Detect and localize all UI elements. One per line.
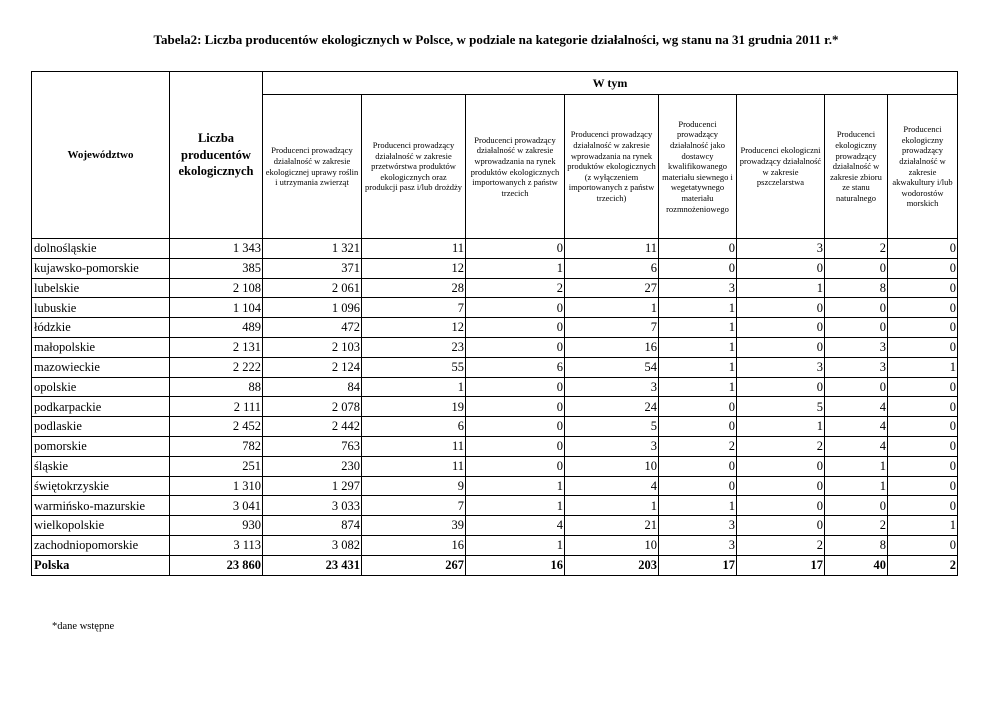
- value-cell: 5: [737, 397, 825, 417]
- value-cell: 11: [362, 239, 466, 259]
- value-cell: 1: [466, 496, 565, 516]
- value-cell: 0: [737, 516, 825, 536]
- value-cell: 2 061: [263, 278, 362, 298]
- value-cell: 472: [263, 318, 362, 338]
- value-cell: 874: [263, 516, 362, 536]
- value-cell: 930: [170, 516, 263, 536]
- table-row: [32, 377, 958, 397]
- value-cell: 0: [888, 397, 958, 417]
- wojewodztwo-cell: pomorskie: [32, 436, 170, 456]
- value-cell: 0: [825, 318, 888, 338]
- value-cell: 0: [888, 417, 958, 437]
- value-cell: 1: [825, 456, 888, 476]
- value-cell: 3: [565, 436, 659, 456]
- value-cell: 2 131: [170, 337, 263, 357]
- value-cell: 0: [466, 318, 565, 338]
- value-cell: 1: [659, 298, 737, 318]
- value-cell: 1: [888, 357, 958, 377]
- wojewodztwo-cell: łódzkie: [32, 318, 170, 338]
- value-cell: 0: [466, 417, 565, 437]
- header-akwakultura: Producenci ekologiczny prowadzący działalność w zakresie akwakultury i/lub wodorostów morskich: [888, 95, 958, 239]
- value-cell: 0: [466, 298, 565, 318]
- value-cell: 0: [466, 377, 565, 397]
- value-cell: 0: [825, 496, 888, 516]
- table-row: [32, 278, 958, 298]
- value-cell: 17: [737, 555, 825, 575]
- value-cell: 2 124: [263, 357, 362, 377]
- footnote: *dane wstępne: [52, 621, 115, 632]
- value-cell: 2 452: [170, 417, 263, 437]
- value-cell: 2 108: [170, 278, 263, 298]
- value-cell: 1: [466, 476, 565, 496]
- table-row: [32, 417, 958, 437]
- value-cell: 0: [659, 397, 737, 417]
- value-cell: 39: [362, 516, 466, 536]
- value-cell: 0: [737, 337, 825, 357]
- value-cell: 0: [737, 377, 825, 397]
- value-cell: 1: [565, 298, 659, 318]
- value-cell: 2: [825, 239, 888, 259]
- table-row: [32, 535, 958, 555]
- value-cell: 782: [170, 436, 263, 456]
- value-cell: 7: [362, 298, 466, 318]
- header-wojewodztwo: Województwo: [32, 72, 170, 239]
- value-cell: 16: [466, 555, 565, 575]
- wojewodztwo-cell: warmińsko-mazurskie: [32, 496, 170, 516]
- value-cell: 1: [659, 496, 737, 516]
- value-cell: 8: [825, 535, 888, 555]
- value-cell: 23 431: [263, 555, 362, 575]
- value-cell: 4: [565, 476, 659, 496]
- header-przetworstwo: Producenci prowadzący działalność w zakresie przetwórstwa produktów ekologicznych oraz produkcji pasz i/lub drożdży: [362, 95, 466, 239]
- value-cell: 3: [825, 357, 888, 377]
- wojewodztwo-cell: mazowieckie: [32, 357, 170, 377]
- value-cell: 7: [565, 318, 659, 338]
- table-row: [32, 476, 958, 496]
- value-cell: 0: [888, 337, 958, 357]
- header-pszczelarstwo: Producenci ekologiczni prowadzący działalność w zakresie pszczelarstwa: [737, 95, 825, 239]
- value-cell: 3: [737, 357, 825, 377]
- wojewodztwo-cell: małopolskie: [32, 337, 170, 357]
- value-cell: 0: [888, 239, 958, 259]
- value-cell: 3 113: [170, 535, 263, 555]
- value-cell: 2: [659, 436, 737, 456]
- value-cell: 0: [888, 436, 958, 456]
- value-cell: 23 860: [170, 555, 263, 575]
- table-title: Tabela2: Liczba producentów ekologicznych w Polsce, w podziale na kategorie działalności, wg stanu na 31 grudnia 2011 r.*: [153, 32, 839, 47]
- value-cell: 4: [825, 397, 888, 417]
- value-cell: 19: [362, 397, 466, 417]
- value-cell: 0: [737, 318, 825, 338]
- value-cell: 0: [737, 456, 825, 476]
- value-cell: 3 041: [170, 496, 263, 516]
- value-cell: 203: [565, 555, 659, 575]
- value-cell: 11: [565, 239, 659, 259]
- value-cell: 0: [737, 476, 825, 496]
- value-cell: 2: [825, 516, 888, 536]
- value-cell: 12: [362, 258, 466, 278]
- value-cell: 0: [888, 535, 958, 555]
- value-cell: 4: [825, 436, 888, 456]
- wojewodztwo-cell: śląskie: [32, 456, 170, 476]
- value-cell: 6: [466, 357, 565, 377]
- value-cell: 1: [659, 318, 737, 338]
- value-cell: 28: [362, 278, 466, 298]
- value-cell: 54: [565, 357, 659, 377]
- table-row: [32, 516, 958, 536]
- value-cell: 0: [737, 496, 825, 516]
- value-cell: 1 104: [170, 298, 263, 318]
- value-cell: 3: [659, 516, 737, 536]
- wojewodztwo-cell: podlaskie: [32, 417, 170, 437]
- value-cell: 1: [737, 417, 825, 437]
- header-w-tym: W tym: [263, 72, 958, 95]
- table-row: [32, 357, 958, 377]
- value-cell: 1: [466, 535, 565, 555]
- value-cell: 2: [466, 278, 565, 298]
- value-cell: 3: [565, 377, 659, 397]
- value-cell: 371: [263, 258, 362, 278]
- value-cell: 1: [466, 258, 565, 278]
- value-cell: 1 310: [170, 476, 263, 496]
- value-cell: 0: [825, 298, 888, 318]
- value-cell: 3: [659, 535, 737, 555]
- wojewodztwo-cell: dolnośląskie: [32, 239, 170, 259]
- producers-table: [31, 71, 958, 576]
- table-row-total: [32, 555, 958, 575]
- value-cell: 0: [888, 318, 958, 338]
- value-cell: 3 033: [263, 496, 362, 516]
- value-cell: 1 321: [263, 239, 362, 259]
- value-cell: 2 222: [170, 357, 263, 377]
- value-cell: 0: [888, 278, 958, 298]
- value-cell: 0: [466, 239, 565, 259]
- value-cell: 24: [565, 397, 659, 417]
- value-cell: 9: [362, 476, 466, 496]
- header-wprowadzanie: Producenci prowadzący działalność w zakresie wprowadzania na rynek produktów ekologicznych (z wyłączeniem importowanych z państw trzecich): [565, 95, 659, 239]
- value-cell: 6: [362, 417, 466, 437]
- value-cell: 23: [362, 337, 466, 357]
- value-cell: 230: [263, 456, 362, 476]
- value-cell: 88: [170, 377, 263, 397]
- value-cell: 11: [362, 436, 466, 456]
- value-cell: 27: [565, 278, 659, 298]
- value-cell: 3: [659, 278, 737, 298]
- value-cell: 2: [737, 436, 825, 456]
- table-row: [32, 456, 958, 476]
- wojewodztwo-cell: podkarpackie: [32, 397, 170, 417]
- wojewodztwo-cell: wielkopolskie: [32, 516, 170, 536]
- value-cell: 0: [659, 258, 737, 278]
- wojewodztwo-cell: kujawsko-pomorskie: [32, 258, 170, 278]
- value-cell: 0: [659, 417, 737, 437]
- value-cell: 0: [825, 377, 888, 397]
- value-cell: 3 082: [263, 535, 362, 555]
- value-cell: 21: [565, 516, 659, 536]
- value-cell: 0: [888, 496, 958, 516]
- value-cell: 3: [737, 239, 825, 259]
- wojewodztwo-cell: Polska: [32, 555, 170, 575]
- value-cell: 489: [170, 318, 263, 338]
- value-cell: 1: [825, 476, 888, 496]
- value-cell: 2: [888, 555, 958, 575]
- value-cell: 0: [659, 239, 737, 259]
- value-cell: 1: [659, 337, 737, 357]
- value-cell: 55: [362, 357, 466, 377]
- value-cell: 40: [825, 555, 888, 575]
- table-row: [32, 318, 958, 338]
- value-cell: 0: [888, 377, 958, 397]
- value-cell: 10: [565, 535, 659, 555]
- value-cell: 0: [888, 456, 958, 476]
- value-cell: 16: [565, 337, 659, 357]
- header-import: Producenci prowadzący działalność w zakresie wprowadzania na rynek produktów ekologicznych importowanych z państw trzecich: [466, 95, 565, 239]
- value-cell: 12: [362, 318, 466, 338]
- value-cell: 1: [565, 496, 659, 516]
- value-cell: 3: [825, 337, 888, 357]
- value-cell: 8: [825, 278, 888, 298]
- value-cell: 4: [466, 516, 565, 536]
- value-cell: 16: [362, 535, 466, 555]
- value-cell: 2 103: [263, 337, 362, 357]
- wojewodztwo-cell: opolskie: [32, 377, 170, 397]
- value-cell: 5: [565, 417, 659, 437]
- value-cell: 0: [466, 436, 565, 456]
- value-cell: 1 343: [170, 239, 263, 259]
- value-cell: 251: [170, 456, 263, 476]
- value-cell: 7: [362, 496, 466, 516]
- table-row: [32, 258, 958, 278]
- table-row: [32, 397, 958, 417]
- value-cell: 84: [263, 377, 362, 397]
- value-cell: 1 297: [263, 476, 362, 496]
- value-cell: 0: [737, 298, 825, 318]
- value-cell: 2: [737, 535, 825, 555]
- table-row: [32, 298, 958, 318]
- table-row: [32, 496, 958, 516]
- wojewodztwo-cell: zachodniopomorskie: [32, 535, 170, 555]
- value-cell: 1: [659, 357, 737, 377]
- value-cell: 10: [565, 456, 659, 476]
- wojewodztwo-cell: lubelskie: [32, 278, 170, 298]
- table-row: [32, 337, 958, 357]
- value-cell: 17: [659, 555, 737, 575]
- header-liczba: Liczba producentów ekologicznych: [170, 72, 263, 239]
- table-row: [32, 239, 958, 259]
- value-cell: 1: [362, 377, 466, 397]
- value-cell: 0: [888, 258, 958, 278]
- value-cell: 0: [466, 456, 565, 476]
- value-cell: 1: [659, 377, 737, 397]
- value-cell: 763: [263, 436, 362, 456]
- value-cell: 1: [888, 516, 958, 536]
- value-cell: 385: [170, 258, 263, 278]
- value-cell: 2 078: [263, 397, 362, 417]
- value-cell: 2 111: [170, 397, 263, 417]
- header-zbior: Producenci ekologiczny prowadzący działalność w zakresie zbioru ze stanu naturalnego: [825, 95, 888, 239]
- value-cell: 0: [888, 476, 958, 496]
- value-cell: 0: [466, 337, 565, 357]
- value-cell: 4: [825, 417, 888, 437]
- value-cell: 1 096: [263, 298, 362, 318]
- table-row: [32, 436, 958, 456]
- wojewodztwo-cell: świętokrzyskie: [32, 476, 170, 496]
- header-dostawcy: Producenci prowadzący działalność jako dostawcy kwalifikowanego materiału siewnego i wegetatywnego materiału rozmnożeniowego: [659, 95, 737, 239]
- value-cell: 6: [565, 258, 659, 278]
- value-cell: 1: [737, 278, 825, 298]
- value-cell: 0: [737, 258, 825, 278]
- value-cell: 0: [466, 397, 565, 417]
- value-cell: 2 442: [263, 417, 362, 437]
- value-cell: 267: [362, 555, 466, 575]
- header-uprawa: Producenci prowadzący działalność w zakresie ekologicznej uprawy roślin i utrzymania zwierząt: [263, 95, 362, 239]
- value-cell: 0: [659, 456, 737, 476]
- value-cell: 11: [362, 456, 466, 476]
- wojewodztwo-cell: lubuskie: [32, 298, 170, 318]
- value-cell: 0: [659, 476, 737, 496]
- value-cell: 0: [825, 258, 888, 278]
- value-cell: 0: [888, 298, 958, 318]
